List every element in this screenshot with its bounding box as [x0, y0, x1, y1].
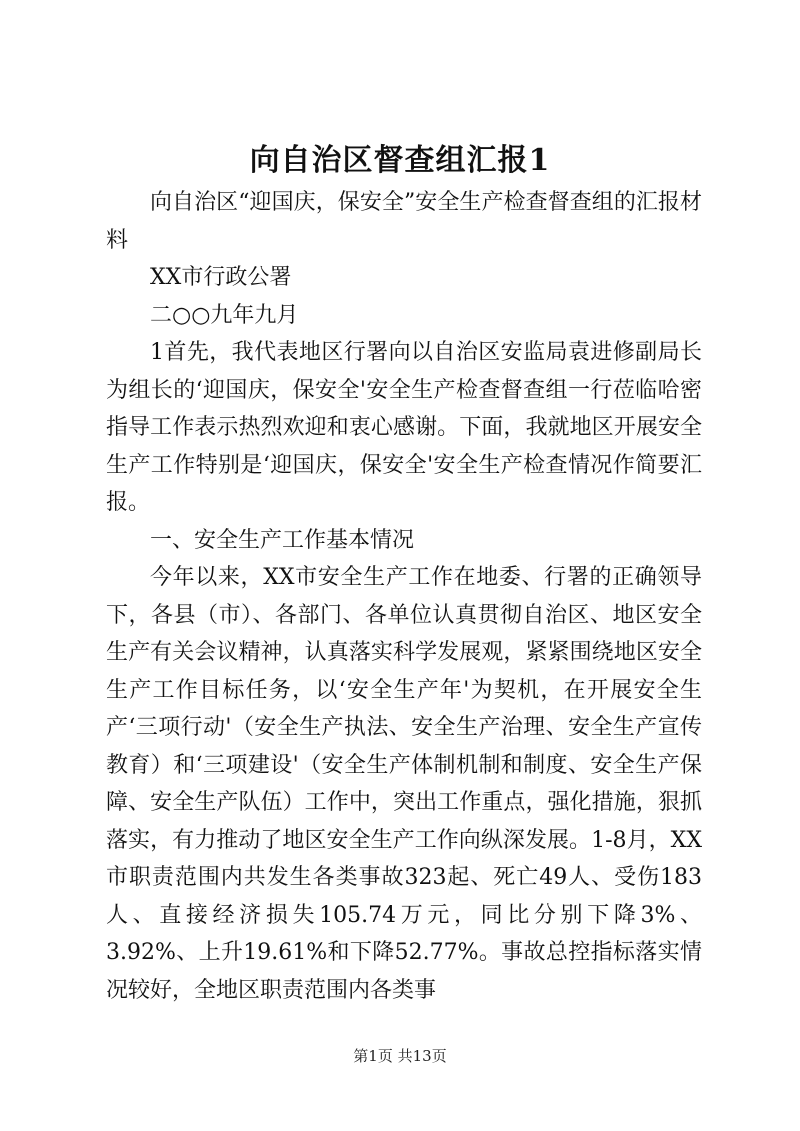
document-title: 向自治区督查组汇报1 — [249, 143, 551, 178]
paragraph-report-heading: 向自治区“迎国庆，保安全”安全生产检查督查组的汇报材料 — [106, 190, 702, 253]
paragraph-issuer: XX市行政公署 — [150, 265, 292, 290]
page-number-footer: 第1页 共13页 — [353, 1047, 447, 1065]
paragraph-introduction: 1首先，我代表地区行署向以自治区安监局袁进修副局长为组长的‘迎国庆，保安全'安全生产检查督查组一行莅临哈密指导工作表示热烈欢迎和衷心感谢。下面，我就地区开展安全生产工作特别是‘迎国庆，保安全'安全生产检查情况作简要汇报。 — [106, 340, 702, 515]
section-heading-basic-situation: 一、安全生产工作基本情况 — [150, 527, 415, 553]
paragraph-date: 二○○九年九月 — [150, 302, 299, 328]
document-body — [106, 184, 702, 1009]
paragraph-basic-situation: 今年以来，XX市安全生产工作在地委、行署的正确领导下，各县（市）、各部门、各单位认真贯彻自治区、地区安全生产有关会议精神，认真落实科学发展观，紧紧围绕地区安全生产工作目标任务，以‘安全生产年'为契机，在开展安全生产‘三项行动'（安全生产执法、安全生产治理、安全生产宣传教育）和‘三项建设'（安全生产体制机制和制度、安全生产保障、安全生产队伍）工作中，突出工作重点，强化措施，狠抓落实，有力推动了地区安全生产工作向纵深发展。1-8月，XX市职责范围内共发生各类事故323起、死亡49人、受伤183人、直接经济损失105.74万元，同比分别下降3%、3.92%、上升19.61%和下降52.77%。事故总控指标落实情况较好，全地区职责范围内各类事 — [106, 565, 702, 1003]
